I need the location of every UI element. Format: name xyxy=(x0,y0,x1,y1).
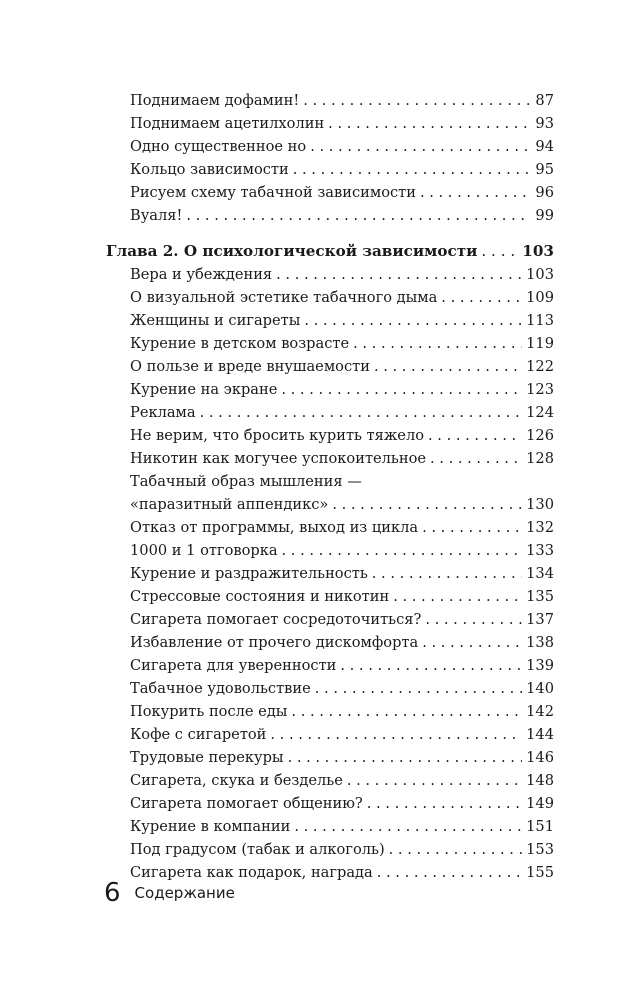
dot-leader xyxy=(428,427,522,445)
toc-entry xyxy=(130,698,554,721)
toc-entry-page: 93 xyxy=(535,115,554,132)
toc-entry-title: Покурить после еды xyxy=(130,703,288,720)
toc-entry-page: 96 xyxy=(535,184,554,201)
toc-entry-title: Кофе с сигаретой xyxy=(130,726,267,743)
page-number: 6 xyxy=(104,878,121,908)
toc-chapter-heading xyxy=(106,237,554,260)
toc-entry-page: 124 xyxy=(526,404,554,421)
toc-entry-page: 134 xyxy=(526,565,554,582)
toc-entry xyxy=(130,767,554,790)
dot-leader xyxy=(372,565,522,583)
toc-entry-title: Избавление от прочего дискомфорта xyxy=(130,634,419,651)
toc-entry-page: 103 xyxy=(526,266,554,283)
dot-leader xyxy=(303,92,531,110)
toc-entry-title: Глава 2. О психологической зависимости xyxy=(106,242,478,260)
toc-entry-page: 99 xyxy=(535,207,554,224)
toc-entry-title: Женщины и сигареты xyxy=(130,312,301,329)
toc-entry xyxy=(130,721,554,744)
dot-leader xyxy=(281,381,522,399)
dot-leader xyxy=(293,161,532,179)
toc-entry-title: Вера и убеждения xyxy=(130,266,273,283)
toc-entry xyxy=(130,330,554,353)
dot-leader xyxy=(291,703,522,721)
toc-entry-title: Вуаля! xyxy=(130,207,183,224)
dot-leader xyxy=(374,358,522,376)
toc-entry-page: 95 xyxy=(535,161,554,178)
dot-leader xyxy=(377,864,522,882)
dot-leader xyxy=(481,242,518,260)
dot-leader xyxy=(420,184,531,202)
toc-entry-page: 140 xyxy=(526,680,554,697)
toc-entry-page: 119 xyxy=(526,335,554,352)
toc-entry-page: 135 xyxy=(526,588,554,605)
toc-entry-title: Сигарета для уверенности xyxy=(130,657,337,674)
toc-entry xyxy=(130,376,554,399)
toc-entry-title: Поднимаем ацетилхолин xyxy=(130,115,325,132)
toc-entry-title: О пользе и вреде внушаемости xyxy=(130,358,370,375)
toc-entry-title: Трудовые перекуры xyxy=(130,749,284,766)
toc-entry-title: Никотин как могучее успокоительное xyxy=(130,450,427,467)
toc-entry xyxy=(130,399,554,422)
toc-entry-title: Курение в детском возрасте xyxy=(130,335,350,352)
toc-entry xyxy=(130,284,554,307)
dot-leader xyxy=(389,841,522,859)
toc-entry-title: Сигарета помогает сосредоточиться? xyxy=(130,611,422,628)
dot-leader xyxy=(304,312,522,330)
toc-entry-page: 132 xyxy=(526,519,554,536)
toc-entry xyxy=(130,537,554,560)
toc-entry-page: 146 xyxy=(526,749,554,766)
toc-entry-title: Сигарета как подарок, награда xyxy=(130,864,373,881)
page-footer xyxy=(104,876,235,910)
toc-entry xyxy=(130,468,554,491)
toc-entry xyxy=(130,560,554,583)
toc-entry-title: Кольцо зависимости xyxy=(130,161,289,178)
toc-entry-title: О визуальной эстетике табачного дыма xyxy=(130,289,438,306)
dot-leader xyxy=(294,818,522,836)
dot-leader xyxy=(315,680,522,698)
toc-entry-title: Поднимаем дофамин! xyxy=(130,92,300,109)
toc-entry-page: 138 xyxy=(526,634,554,651)
dot-leader xyxy=(282,542,523,560)
toc-entry-title: Курение в компании xyxy=(130,818,291,835)
dot-leader xyxy=(347,772,522,790)
toc-entry-page: 155 xyxy=(526,864,554,881)
toc-entry xyxy=(130,836,554,859)
dot-leader xyxy=(393,588,522,606)
toc-entry-page: 142 xyxy=(526,703,554,720)
running-footer-title: Содержание xyxy=(134,884,235,902)
dot-leader xyxy=(367,795,522,813)
dot-leader xyxy=(288,749,523,767)
toc-entry xyxy=(130,133,554,156)
toc-entry xyxy=(130,353,554,376)
toc-entry-title: Курение на экране xyxy=(130,381,278,398)
toc-entry-title: Одно существенное но xyxy=(130,138,307,155)
toc-entry-title: Сигарета, скука и безделье xyxy=(130,772,343,789)
toc-entry-page: 151 xyxy=(526,818,554,835)
toc-entry-page: 109 xyxy=(526,289,554,306)
toc-entry-page: 113 xyxy=(526,312,554,329)
toc-entry xyxy=(130,156,554,179)
toc-entry-title: Не верим, что бросить курить тяжело xyxy=(130,427,425,444)
toc-entry xyxy=(130,744,554,767)
dot-leader xyxy=(353,335,522,353)
toc-entry-title: Табачное удовольствие xyxy=(130,680,311,697)
toc-entry-page: 130 xyxy=(526,496,554,513)
toc-entry-title: 1000 и 1 отговорка xyxy=(130,542,278,559)
dot-leader xyxy=(441,289,522,307)
toc-entry-page: 123 xyxy=(526,381,554,398)
toc-entry xyxy=(130,491,554,514)
toc-entry xyxy=(130,675,554,698)
toc-entry xyxy=(130,307,554,330)
toc-entry xyxy=(130,583,554,606)
dot-leader xyxy=(422,519,522,537)
toc-entry xyxy=(130,790,554,813)
toc-entry-page: 103 xyxy=(522,242,554,260)
toc-entry xyxy=(130,606,554,629)
toc-entry-title: Реклама xyxy=(130,404,196,421)
toc-entry-page: 149 xyxy=(526,795,554,812)
toc-entry-page: 122 xyxy=(526,358,554,375)
toc-entry-page: 94 xyxy=(535,138,554,155)
toc-entry xyxy=(130,202,554,225)
dot-leader xyxy=(186,207,531,225)
toc-entry-page: 133 xyxy=(526,542,554,559)
toc-entry xyxy=(130,179,554,202)
toc-entry-title: Стрессовые состояния и никотин xyxy=(130,588,390,605)
toc-entry-title: «паразитный аппендикс» xyxy=(130,496,329,513)
toc-entry-title: Сигарета помогает общению? xyxy=(130,795,363,812)
toc-entry-page: 153 xyxy=(526,841,554,858)
dot-leader xyxy=(328,115,531,133)
toc-entry-page: 126 xyxy=(526,427,554,444)
toc-entry-title: Под градусом (табак и алкоголь) xyxy=(130,841,385,858)
dot-leader xyxy=(430,450,522,468)
toc-entry xyxy=(130,629,554,652)
toc-entry-page: 139 xyxy=(526,657,554,674)
toc-entry-page: 128 xyxy=(526,450,554,467)
toc-entry xyxy=(130,813,554,836)
toc-entry-page: 148 xyxy=(526,772,554,789)
dot-leader xyxy=(422,634,522,652)
toc-entry-page: 144 xyxy=(526,726,554,743)
dot-leader xyxy=(332,496,522,514)
toc-entry xyxy=(130,652,554,675)
toc-entry xyxy=(130,261,554,284)
toc-entry xyxy=(130,514,554,537)
toc-entry-title: Табачный образ мышления — xyxy=(130,473,362,490)
dot-leader xyxy=(425,611,522,629)
toc-entry-page: 87 xyxy=(535,92,554,109)
toc-entry xyxy=(130,422,554,445)
toc-entry xyxy=(130,445,554,468)
toc-entry xyxy=(130,87,554,110)
dot-leader xyxy=(270,726,522,744)
dot-leader xyxy=(200,404,523,422)
toc-entry-title: Отказ от программы, выход из цикла xyxy=(130,519,419,536)
dot-leader xyxy=(310,138,531,156)
dot-leader xyxy=(340,657,522,675)
dot-leader xyxy=(276,266,522,284)
toc-entry-title: Курение и раздражительность xyxy=(130,565,368,582)
toc-entry-page: 137 xyxy=(526,611,554,628)
toc-entry-title: Рисуем схему табачной зависимости xyxy=(130,184,416,201)
toc-entry xyxy=(130,110,554,133)
